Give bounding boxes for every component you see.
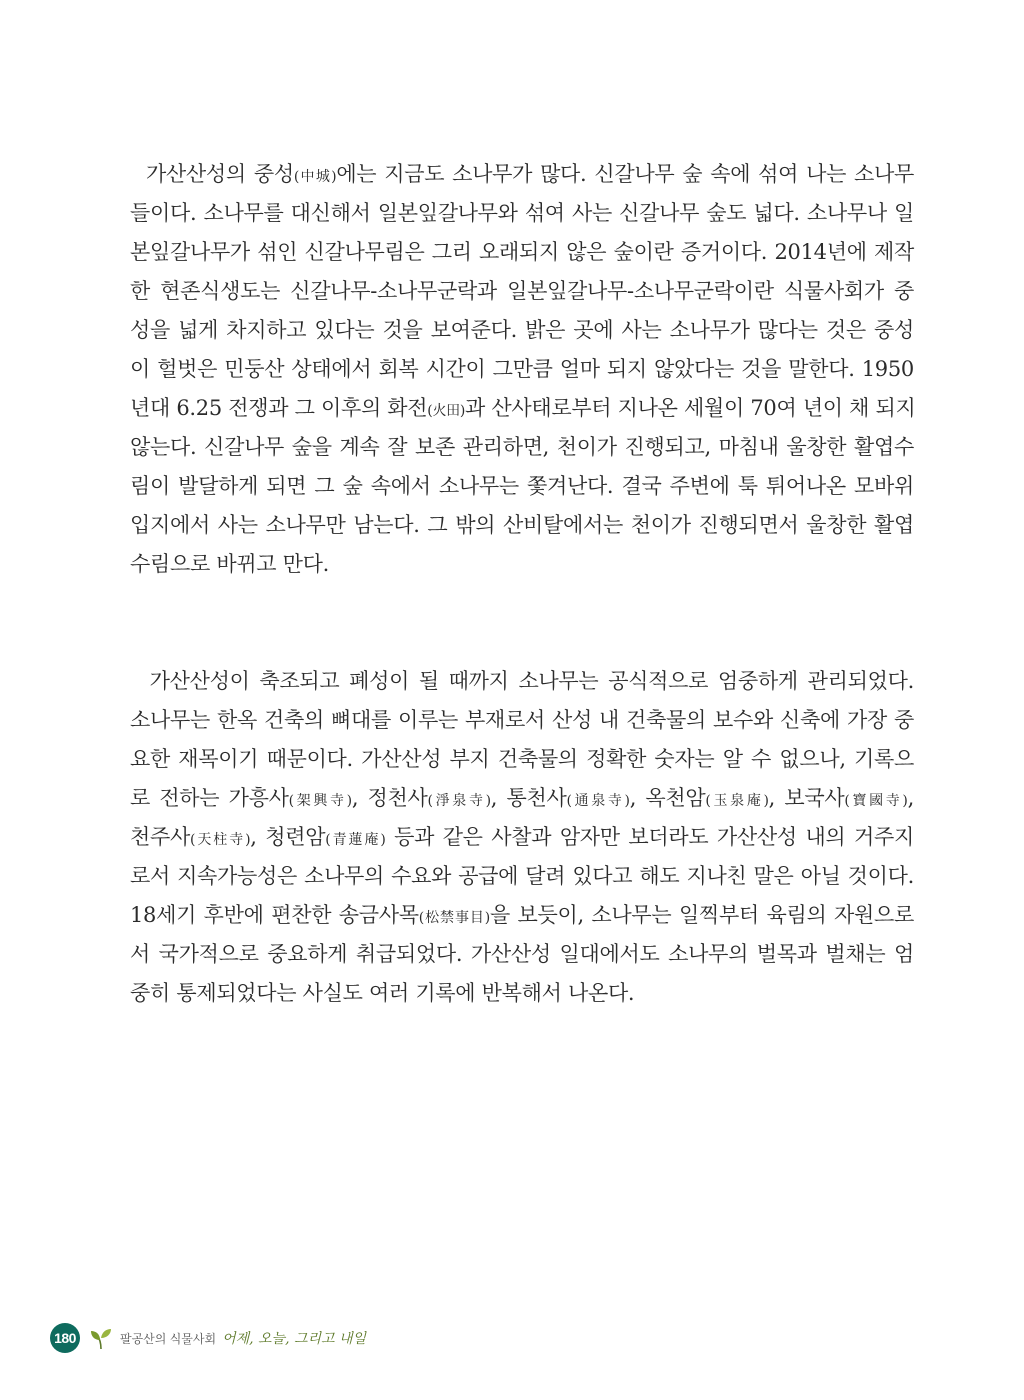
hanja-annotation: (天柱寺) <box>189 832 251 848</box>
hanja-annotation: (通泉寺) <box>566 793 630 809</box>
text-line: 로서 지속가능성은 소나무의 수요와 공급에 달려 있다고 해도 지나친 말은 아닐 것이다. <box>130 864 914 888</box>
text-line: 성을 넓게 차지하고 있다는 것을 보여준다. 밝은 곳에 사는 소나무가 많다는 것은 중성 <box>130 318 914 342</box>
book-title: 팔공산의 식물사회 <box>120 1331 217 1346</box>
hanja-annotation: (中城) <box>293 169 337 185</box>
hanja-annotation: (青蓮庵) <box>325 832 386 848</box>
book-subtitle: 어제, 오늘, 그리고 내일 <box>222 1331 367 1347</box>
text-line: 18세기 후반에 편찬한 송금사목(松禁事目)을 보듯이, 소나무는 일찍부터 육림의 자원으로 <box>130 903 914 927</box>
text-line: 서 국가적으로 중요하게 취급되었다. 가산산성 일대에서도 소나무의 벌목과 벌채는 엄 <box>130 942 914 966</box>
hanja-annotation: (淨泉寺) <box>427 793 491 809</box>
paragraph-2 <box>130 664 914 1015</box>
text-line: 소나무는 한옥 건축의 뼈대를 이루는 부재로서 산성 내 건축물의 보수와 신축에 가장 중 <box>130 708 914 732</box>
text-line: 들이다. 소나무를 대신해서 일본잎갈나무와 섞여 사는 신갈나무 숲도 넓다. 소나무나 일 <box>130 201 914 225</box>
text-line: 않는다. 신갈나무 숲을 계속 잘 보존 관리하면, 천이가 진행되고, 마침내 울창한 활엽수 <box>130 435 914 459</box>
text-line: 가산산성의 중성(中城)에는 지금도 소나무가 많다. 신갈나무 숲 속에 섞여 나는 소나무 <box>145 162 915 186</box>
text-line: 본잎갈나무가 섞인 신갈나무림은 그리 오래되지 않은 숲이란 증거이다. 2014년에 제작 <box>130 240 914 264</box>
text-line: 림이 발달하게 되면 그 숲 속에서 소나무는 쫓겨난다. 결국 주변에 툭 튀어나온 모바위 <box>130 474 914 498</box>
leaf-icon <box>88 1325 114 1351</box>
paragraph-1 <box>130 157 914 586</box>
text-line: 가산산성이 축조되고 폐성이 될 때까지 소나무는 공식적으로 엄중하게 관리되었다. <box>149 669 914 693</box>
text-line: 한 현존식생도는 신갈나무-소나무군락과 일본잎갈나무-소나무군락이란 식물사회가 중 <box>130 279 914 303</box>
hanja-annotation: (寶國寺) <box>844 793 908 809</box>
page-footer <box>50 1323 366 1353</box>
text-line: 요한 재목이기 때문이다. 가산산성 부지 건축물의 정확한 숫자는 알 수 없으나, 기록으 <box>130 747 914 771</box>
text-line: 천주사(天柱寺), 청련암(青蓮庵) 등과 같은 사찰과 암자만 보더라도 가산산성 내의 거주지 <box>130 825 914 849</box>
hanja-annotation: (玉泉庵) <box>705 793 769 809</box>
text-line: 년대 6.25 전쟁과 그 이후의 화전(火田)과 산사태로부터 지나온 세월이 70여 년이 채 되지 <box>130 396 916 420</box>
text-line: 로 전하는 가흥사(架興寺), 정천사(淨泉寺), 통천사(通泉寺), 옥천암(玉泉庵), 보국사(寶國寺), <box>130 786 914 810</box>
text-line: 이 헐벗은 민둥산 상태에서 회복 시간이 그만큼 얼마 되지 않았다는 것을 말한다. 1950 <box>130 357 914 381</box>
page-number-badge: 180 <box>50 1323 80 1353</box>
hanja-annotation: (松禁事目) <box>418 910 490 926</box>
hanja-annotation: (架興寺) <box>288 793 352 809</box>
text-line: 중히 통제되었다는 사실도 여러 기록에 반복해서 나온다. <box>130 981 635 1005</box>
hanja-annotation: (火田) <box>427 403 466 419</box>
text-line: 수림으로 바뀌고 만다. <box>130 552 329 576</box>
text-line: 입지에서 사는 소나무만 남는다. 그 밖의 산비탈에서는 천이가 진행되면서 울창한 활엽 <box>130 513 914 537</box>
